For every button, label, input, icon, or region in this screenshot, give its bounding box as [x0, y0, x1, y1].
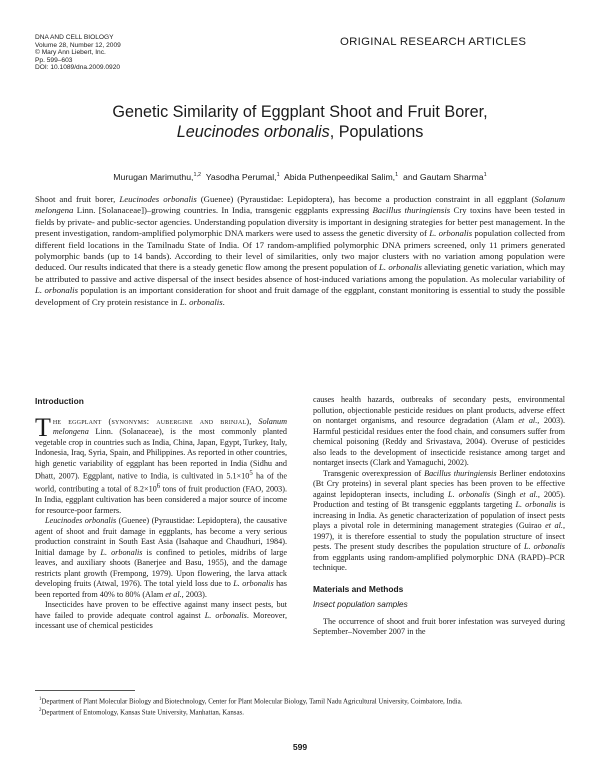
journal-info: [35, 34, 121, 72]
title-line-2: [60, 123, 540, 143]
author-name: Yasodha Perumal,: [205, 172, 277, 182]
text-run: causes health hazards, outbreaks of secondary pests, environmental pollution, objectionable pesticide residues on plant products, adverse effect on nontarget organisms, and resource degradation (Alam: [313, 395, 565, 425]
species-name: Leucinodes orbonalis: [45, 516, 117, 526]
citation-etal: et al.: [545, 521, 563, 530]
author-affiliation: 1: [395, 172, 399, 179]
text-run: Berliner endotoxins (Bt Cry proteins) in several plant species has been proven to be effective against lepidopteran insects, including: [313, 468, 566, 499]
intro-paragraph-1: [35, 412, 288, 517]
text-run: , 1997), it is therefore essential to study the population structure of insect pests. The present study describes the population structure of: [313, 521, 566, 551]
species-name: Bacillus thuringiensis: [424, 468, 497, 478]
abstract-run: Cry toxins have been tested in fields by private- and public-sector agencies. Understanding population diversity is important in designing strategies for better pest management. In the present investigation, random-amplified polymorphic DNA markers were used to assess the genetic diversity of: [35, 205, 565, 239]
abstract-run: Shoot and fruit borer,: [35, 194, 120, 204]
abstract-run: population is an important consideration for shoot and fruit damage of the eggplant, constant monitoring is essential to study the possible development of Cry protein resistance in: [35, 285, 565, 307]
right-column: [313, 395, 565, 638]
superscript: 5: [249, 470, 253, 477]
text-run: Linn. (Solanaceae), is the most commonly planted vegetable crop in countries such as India, China, Japan, Egypt, Turkey, Italy, Indonesia, Iraq, Syria, Spain, and Philippines. As reported in other countries, high genetic variability of eggplant has been reported in India (Sidhu and Dhatt, 2007). Eggplant, native to India, is cultivated in 5.1×10: [35, 427, 287, 481]
species-name: L. orbonalis: [179, 296, 223, 307]
footnote-1: [35, 696, 565, 707]
title-line-1: Genetic Similarity of Eggplant Shoot and Fruit Borer,: [112, 103, 488, 121]
text-run: is increasing in India. As genetic characterization of population of insect pests plays a pivotal role in determining management strategies (Guirao: [313, 500, 566, 530]
species-name: Solanum melongena: [52, 416, 287, 436]
text-run: tons of fruit production (FAO, 2003). In India, eggplant cultivation has been considered a major source of income for resource-poor farmers.: [35, 484, 288, 515]
text-run: ha of the world, contributing a total of 8.2×10: [35, 471, 287, 494]
author-name: Abida Puthenpeedikal Salim,: [284, 172, 396, 182]
intro-paragraph-3: [35, 600, 287, 632]
species-name: L. orbonalis: [35, 285, 79, 296]
author-affiliation: 1: [276, 172, 280, 179]
species-name: Solanum melongena: [35, 194, 566, 216]
citation-etal: et al.: [518, 416, 538, 425]
species-name: L. orbonalis: [448, 489, 490, 499]
text-run: is confined to petioles, midribs of large leaves, and auxiliary shoots (Banerjee and Basu, 1955), and the damage restricts plant growth (Frempong, 1979). Upon flowering, the larva attack developing fruits (Atwal, 1976). The total yield loss due to: [35, 547, 287, 589]
journal-volume: Volume 28, Number 12, 2009: [35, 41, 121, 49]
drop-cap: T: [35, 412, 51, 442]
text-run: , 2005). Production and testing of Bt transgenic eggplants targeting: [313, 489, 566, 509]
author-name: Murugan Marimuthu,: [113, 172, 194, 182]
footnote-marker: 2: [39, 707, 42, 713]
title-line-2-rest: , Populations: [329, 122, 424, 141]
text-run: , 2003). Harmful pesticidal residues enter the food chain, and consumers suffer from chemical poisoning (Reddy and Srivastava, 2004). Overuse of pesticides also leads to the development of insecticide resistance among target and nontarget insects (Clark and Yamaguchi, 2002).: [313, 416, 565, 467]
section-label: ORIGINAL RESEARCH ARTICLES: [340, 36, 527, 48]
page-number: 599: [292, 742, 308, 752]
footnote-text: Department of Entomology, Kansas State University, Manhattan, Kansas.: [41, 709, 244, 717]
title-species: Leucinodes orbonalis: [176, 122, 330, 141]
species-name: Leucinodes orbonalis: [119, 194, 197, 204]
abstract-run: (Guenee) (Pyraustidae: Lepidoptera), has become a production constraint in all eggplant (: [196, 194, 535, 204]
footnote-rule: [35, 690, 135, 691]
species-name: L. orbonalis: [523, 542, 565, 551]
abstract-run: Linn. [Solanaceae])–growing countries. In India, transgenic eggplants expressing: [73, 205, 373, 216]
species-name: L. orbonalis: [515, 500, 557, 509]
journal-copyright: © Mary Ann Liebert, Inc.: [35, 49, 106, 57]
species-name: L. orbonalis: [204, 610, 247, 620]
subsection-heading: Insect population samples: [313, 600, 408, 609]
journal-doi: DOI: 10.1089/dna.2009.0920: [35, 64, 121, 72]
species-name: Bacillus thuringiensis: [372, 205, 451, 216]
text-run: has been reported from 40% to 80% (Alam: [35, 579, 287, 599]
text-run: , 2003).: [181, 589, 207, 599]
text-run: from eggplants using random-amplified polymorphic DNA (RAPD)–PCR technique.: [313, 552, 565, 572]
author-affiliation: 1: [483, 172, 487, 179]
author-list: [60, 172, 540, 182]
text-run: . Moreover, incessant use of chemical pesticides: [35, 610, 287, 631]
intro-smallcaps: he eggplant (synonyms: aubergine and brinjal),: [52, 416, 252, 426]
text-run: (Guenee) (Pyraustidae: Lepidoptera), the causative agent of shoot and fruit damage in eggplants, has become a very serious production constraint in South East Asia (Isahaque and Chaudhuri, 1984). Initial damage by: [35, 516, 287, 557]
footnote-text: Department of Plant Molecular Biology and Biotechnology, Center for Plant Molecular Biology, Tamil Nadu Agricultural University, Coimbatore, India.: [41, 698, 463, 706]
abstract-run: population collected from different field locations in the Tamilnadu State of India. Of 17 random-amplified polymorphic DNA primers screened, only 11 primers generated polymorphic bands (up to 14 bands). According to their level of similarities, only two major clusters with no variation among population were deduced. Our results indicated that there is a steady genetic flow among the present population of: [35, 228, 566, 273]
abstract-text: [35, 194, 565, 308]
journal-name: DNA AND CELL BIOLOGY: [35, 34, 114, 41]
methods-paragraph-1: The occurrence of shoot and fruit borer infestation was surveyed during September–November 2007 in the: [313, 616, 565, 636]
abstract-run: alleviating genetic variation, which may be attributed to passive and active dispersal of the insect besides absence of host-induced variations among the population. As molecular variability of: [35, 262, 565, 284]
citation-etal: et al.: [519, 489, 538, 499]
species-name: L. orbonalis: [429, 228, 473, 239]
article-title: [60, 103, 540, 142]
text-run: (Singh: [489, 489, 520, 499]
methods-heading: Materials and Methods: [313, 583, 404, 594]
author-name: and Gautam Sharma: [403, 172, 484, 182]
species-name: L. orbonalis: [100, 547, 143, 557]
introduction-heading: Introduction: [35, 396, 84, 406]
author-affiliation: 1,2: [193, 172, 202, 179]
text-run: Insecticides have proven to be effective against many insect pests, but have failed to provide adequate control against: [35, 600, 287, 620]
abstract-run: .: [222, 296, 225, 307]
right-paragraph-2: [313, 469, 565, 574]
left-column: [35, 396, 287, 632]
abstract: [35, 194, 565, 308]
citation-etal: et al.: [165, 589, 182, 599]
species-name: L. orbonalis: [379, 262, 422, 273]
footnote-2: [35, 707, 565, 718]
intro-paragraph-2: [35, 516, 287, 600]
footnote-marker: 1: [39, 697, 42, 702]
footnotes: [35, 696, 565, 718]
superscript: 6: [156, 483, 161, 491]
text-run: Transgenic overexpression of: [323, 468, 425, 478]
species-name: L. orbonalis: [233, 579, 274, 589]
journal-pages: Pp. 599–603: [35, 56, 73, 64]
right-paragraph-1: [313, 395, 565, 469]
